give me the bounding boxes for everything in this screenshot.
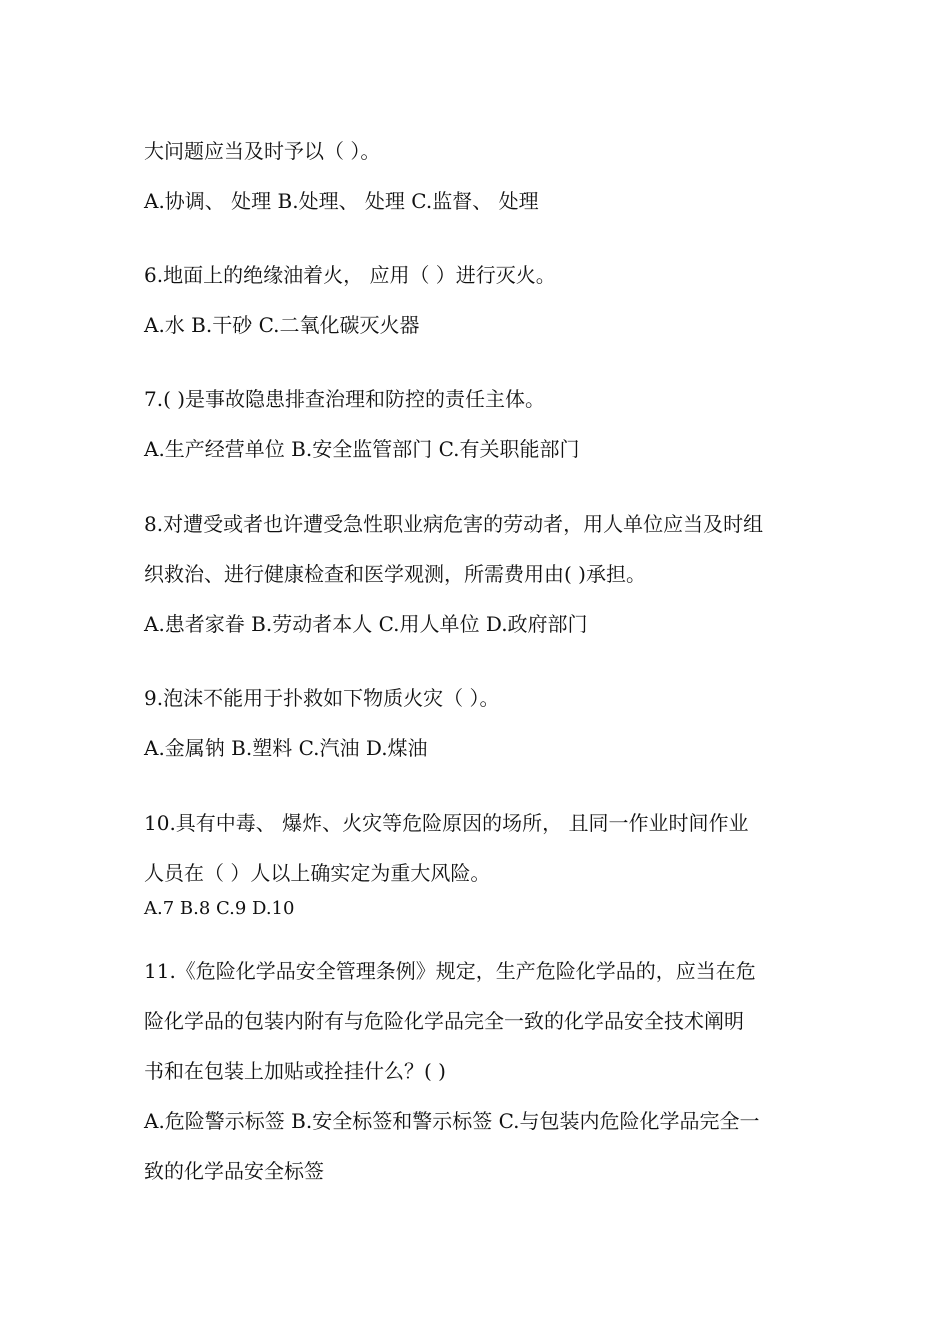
q10-stem-line1: 10.具有中毒、 爆炸、火灾等危险原因的场所， 且同一作业时间作业 — [144, 811, 749, 835]
q10-stem-line2: 人员在（ ）人以上确实定为重大风险。 — [144, 861, 491, 885]
q5-stem-end: 大问题应当及时予以（ ）。 — [144, 139, 381, 163]
q11-stem-line1: 11.《危险化学品安全管理条例》规定，生产危险化学品的，应当在危 — [144, 959, 756, 983]
q8-stem-line1: 8.对遭受或者也许遭受急性职业病危害的劳动者，用人单位应当及时组 — [144, 512, 764, 536]
q6-options: A.水 B.干砂 C.二氧化碳灭火器 — [144, 313, 420, 337]
q8-stem-line2: 织救治、进行健康检查和医学观测，所需费用由( )承担。 — [144, 562, 646, 586]
q7-stem: 7.( )是事故隐患排查治理和防控的责任主体。 — [144, 387, 546, 411]
q9-options: A.金属钠 B.塑料 C.汽油 D.煤油 — [144, 736, 428, 760]
q11-stem-line3: 书和在包装上加贴或拴挂什么？( ) — [144, 1059, 446, 1083]
q6-stem: 6.地面上的绝缘油着火， 应用（ ）进行灭火。 — [144, 263, 556, 287]
q10-options: A.7 B.8 C.9 D.10 — [144, 898, 295, 919]
q11-stem-line2: 险化学品的包装内附有与危险化学品完全一致的化学品安全技术阐明 — [144, 1009, 744, 1033]
q9-stem: 9.泡沫不能用于扑救如下物质火灾（ ）。 — [144, 686, 500, 710]
q5-options: A.协调、 处理 B.处理、 处理 C.监督、 处理 — [144, 189, 539, 213]
q8-options: A.患者家眷 B.劳动者本人 C.用人单位 D.政府部门 — [144, 612, 588, 636]
q7-options: A.生产经营单位 B.安全监管部门 C.有关职能部门 — [144, 437, 580, 461]
q11-options-line1: A.危险警示标签 B.安全标签和警示标签 C.与包装内危险化学品完全一 — [144, 1109, 760, 1133]
q11-options-line2: 致的化学品安全标签 — [144, 1159, 324, 1183]
